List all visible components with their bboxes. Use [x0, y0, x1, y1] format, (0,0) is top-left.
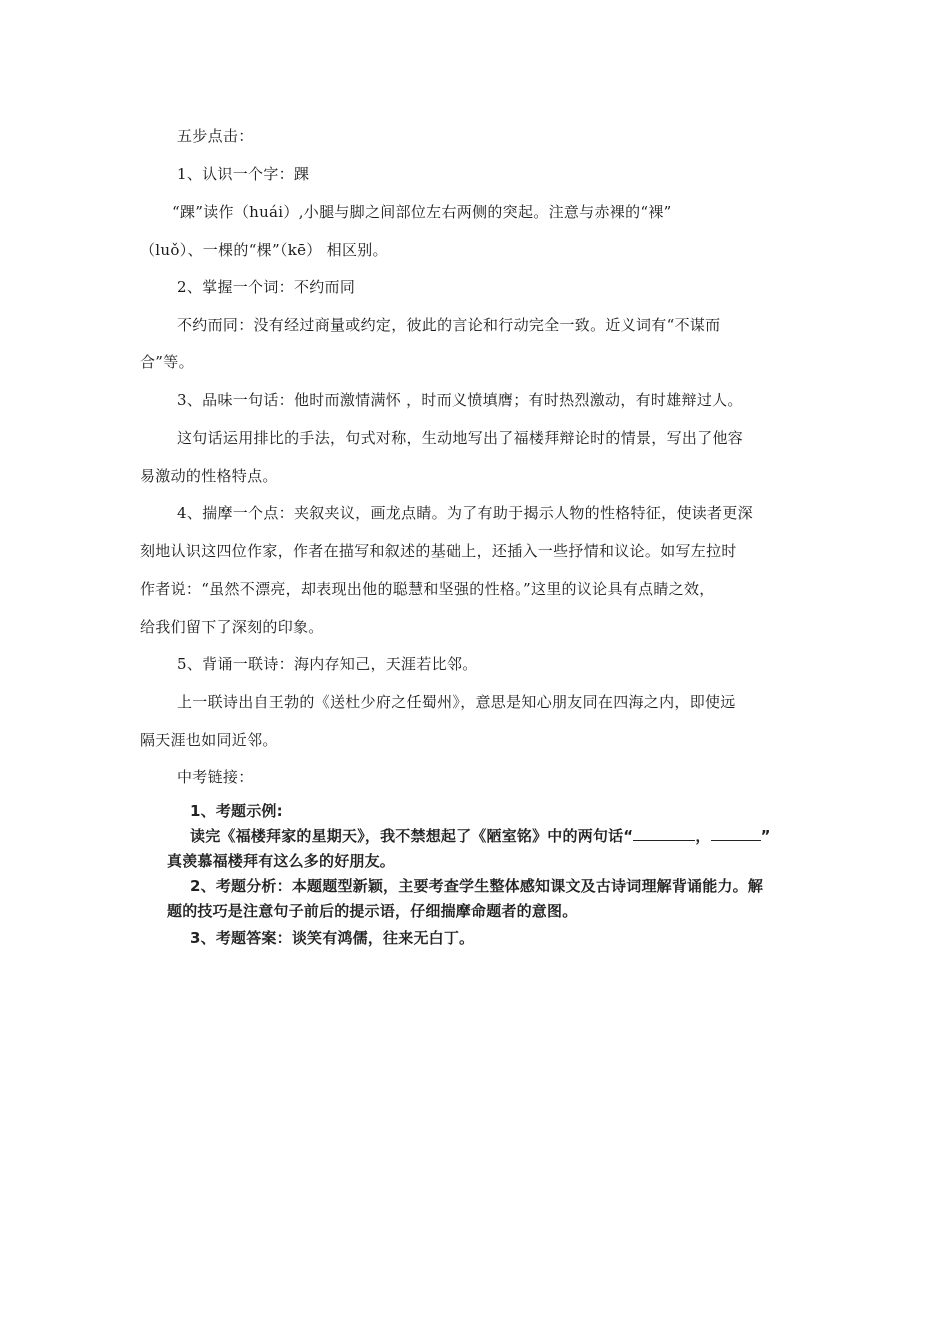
exam-example-title: 1、考题示例: [190, 802, 283, 820]
step5-text-line2: 隔天涯也如同近邻。 [140, 731, 278, 749]
step4-text-line4: 给我们留下了深刻的印象。 [140, 618, 324, 636]
exam-example-question-line1 [190, 826, 771, 846]
step5-text-line1: 上一联诗出自王勃的《送杜少府之任蜀州》，意思是知心朋友同在四海之内，即使远 [177, 693, 736, 711]
step3-title: 3、品味一句话：他时而激情满怀 ，时而义愤填膺；有时热烈激动，有时雄辩过人。 [177, 391, 743, 409]
exam-heading: 中考链接： [177, 768, 254, 786]
step1-title: 1、认识一个字：踝 [177, 165, 310, 183]
exam-answer: 3、考题答案：谈笑有鸿儒，往来无白丁。 [190, 929, 475, 947]
step1-text-line2: （luǒ）、一棵的“棵”（kē） 相区别。 [140, 241, 388, 259]
step2-title: 2、掌握一个词：不约而同 [177, 278, 356, 296]
step4-text-line3: 作者说：“虽然不漂亮，却表现出他的聪慧和坚强的性格。”这里的议论具有点睛之效， [140, 580, 715, 598]
step1-text-line1: “踝”读作（huái）,小腿与脚之间部位左右两侧的突起。注意与赤裸的“裸” [172, 203, 672, 221]
step2-text-line1: 不约而同：没有经过商量或约定，彼此的言论和行动完全一致。近义词有“不谋而 [177, 316, 721, 334]
section-heading: 五步点击： [177, 127, 254, 145]
exam-example-question-line2: 真羡慕福楼拜有这么多的好朋友。 [167, 852, 396, 870]
exam-example-question-comma: ， [695, 827, 711, 845]
exam-analysis-line1: 2、考题分析：本题题型新颖，主要考查学生整体感知课文及古诗词理解背诵能力。解 [190, 877, 764, 895]
answer-blank-1 [633, 828, 695, 841]
step3-text-line2: 易激动的性格特点。 [140, 467, 278, 485]
step3-text-line1: 这句话运用排比的手法，句式对称，生动地写出了福楼拜辩论时的情景，写出了他容 [177, 429, 744, 447]
answer-blank-2 [711, 828, 761, 841]
step5-title: 5、背诵一联诗：海内存知己，天涯若比邻。 [177, 655, 478, 673]
exam-analysis-line2: 题的技巧是注意句子前后的提示语，仔细揣摩命题者的意图。 [167, 902, 578, 920]
exam-example-question-start: 读完《福楼拜家的星期天》，我不禁想起了《陋室铭》中的两句话“ [190, 827, 634, 845]
step2-text-line2: 合”等。 [140, 353, 194, 371]
exam-example-question-close: ” [760, 827, 771, 845]
step4-text-line1: 4、揣摩一个点：夹叙夹议，画龙点睛。为了有助于揭示人物的性格特征，使读者更深 [177, 504, 753, 522]
step4-text-line2: 刻地认识这四位作家，作者在描写和叙述的基础上，还插入一些抒情和议论。如写左拉时 [140, 542, 737, 560]
